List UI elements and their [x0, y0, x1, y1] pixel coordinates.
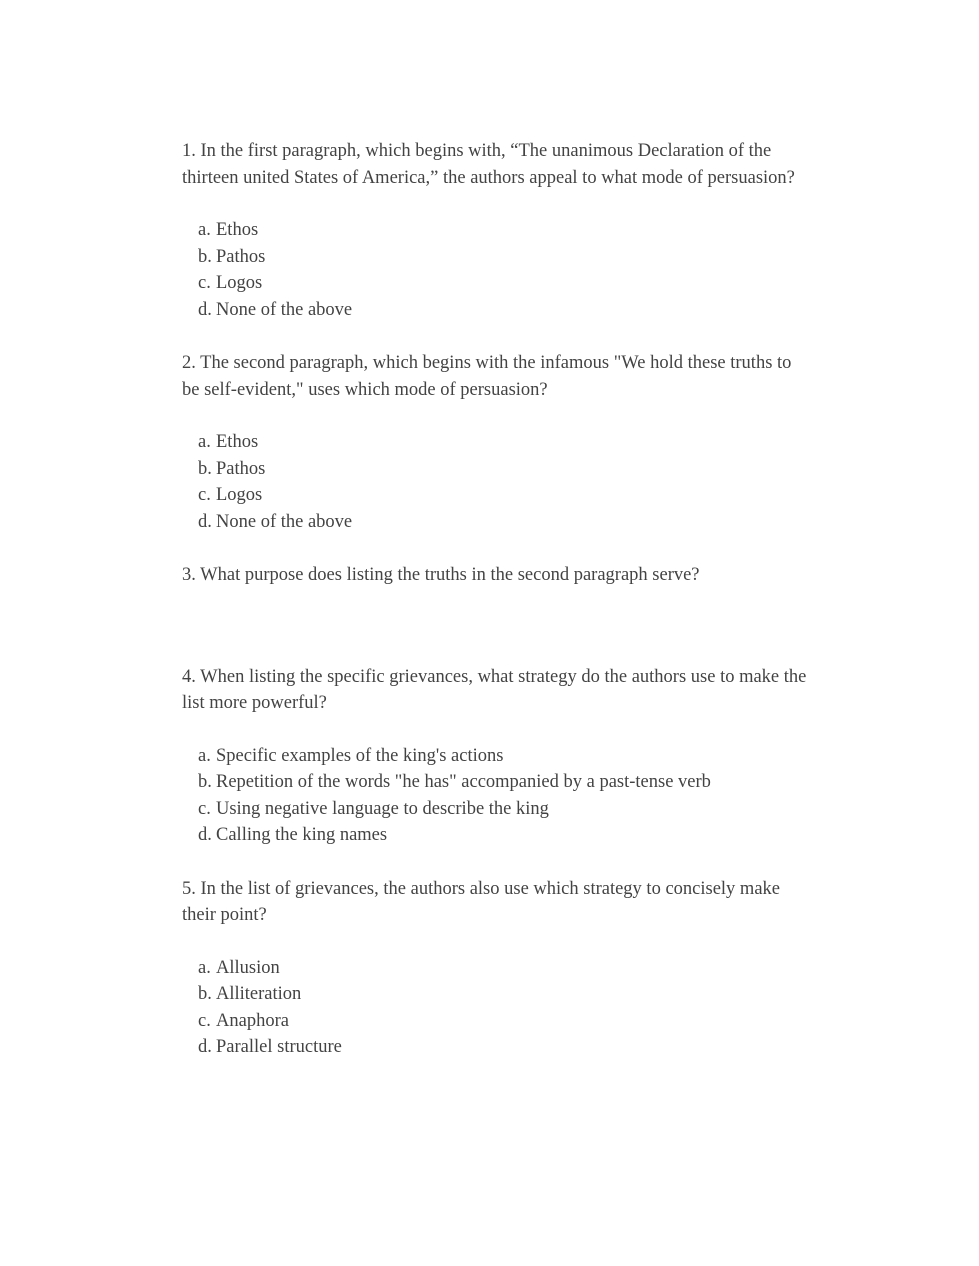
option-text: Allusion — [216, 957, 280, 978]
option-letter: c. — [198, 485, 211, 505]
answer-option — [182, 217, 812, 244]
question-block-1 — [182, 138, 812, 323]
option-text: Repetition of the words "he has" accompanied by a past-tense verb — [216, 772, 711, 792]
option-letter: b. — [198, 984, 212, 1004]
answer-option — [182, 796, 812, 823]
question-block-3 — [182, 562, 812, 637]
option-letter: b. — [198, 772, 212, 792]
option-text: Using negative language to describe the king — [216, 798, 549, 819]
option-text: Specific examples of the king's actions — [216, 745, 504, 766]
option-letter: a. — [198, 745, 211, 766]
option-letter: a. — [198, 432, 211, 452]
option-text: Anaphora — [216, 1010, 289, 1031]
option-letter: d. — [198, 1037, 212, 1057]
question-block-2 — [182, 350, 812, 535]
question-block-4 — [182, 664, 812, 849]
answer-option — [182, 743, 812, 770]
option-letter: a. — [198, 957, 211, 978]
question-text: 4. When listing the specific grievances, what strategy do the authors use to make the list more powerful? — [182, 666, 807, 713]
option-letter: a. — [198, 220, 211, 240]
option-letter: c. — [198, 273, 211, 293]
answer-option — [182, 769, 812, 796]
answer-option — [182, 822, 812, 849]
answer-option — [182, 244, 812, 271]
answer-option — [182, 429, 812, 456]
option-letter: b. — [198, 246, 212, 267]
option-text: Pathos — [216, 246, 266, 267]
answer-option — [182, 270, 812, 297]
option-text: None of the above — [216, 511, 353, 532]
answer-option — [182, 981, 812, 1008]
option-text: Calling the king names — [216, 825, 388, 845]
option-text: Ethos — [216, 432, 259, 452]
option-letter: d. — [198, 511, 212, 532]
option-text: Alliteration — [216, 984, 302, 1004]
answer-option — [182, 955, 812, 982]
answer-options — [182, 955, 812, 1061]
option-letter: d. — [198, 299, 212, 320]
answer-option — [182, 482, 812, 509]
option-letter: c. — [198, 1010, 211, 1031]
option-text: Parallel structure — [216, 1037, 342, 1057]
question-text: 2. The second paragraph, which begins with the infamous "We hold these truths to be self-evident," uses which mode of persuasion? — [182, 353, 792, 400]
question-text: 3. What purpose does listing the truths in the second paragraph serve? — [182, 565, 700, 585]
question-text: 1. In the first paragraph, which begins with, “The unanimous Declaration of the thirteen united States of America,” the authors appeal to what mode of persuasion? — [182, 141, 795, 188]
answer-option — [182, 297, 812, 324]
option-text: Ethos — [216, 220, 259, 240]
worksheet-page — [182, 138, 812, 1088]
option-letter: b. — [198, 458, 212, 479]
answer-option — [182, 509, 812, 536]
answer-option — [182, 1008, 812, 1035]
answer-options — [182, 743, 812, 849]
question-block-5 — [182, 876, 812, 1061]
answer-option — [182, 1034, 812, 1061]
option-text: Logos — [216, 273, 263, 293]
answer-options — [182, 429, 812, 535]
option-text: Pathos — [216, 458, 266, 479]
option-letter: d. — [198, 825, 212, 845]
answer-option — [182, 456, 812, 483]
answer-options — [182, 217, 812, 323]
option-letter: c. — [198, 798, 211, 819]
option-text: None of the above — [216, 299, 353, 320]
option-text: Logos — [216, 485, 263, 505]
answer-space — [182, 589, 812, 637]
question-text: 5. In the list of grievances, the authors also use which strategy to concisely make their point? — [182, 878, 780, 925]
